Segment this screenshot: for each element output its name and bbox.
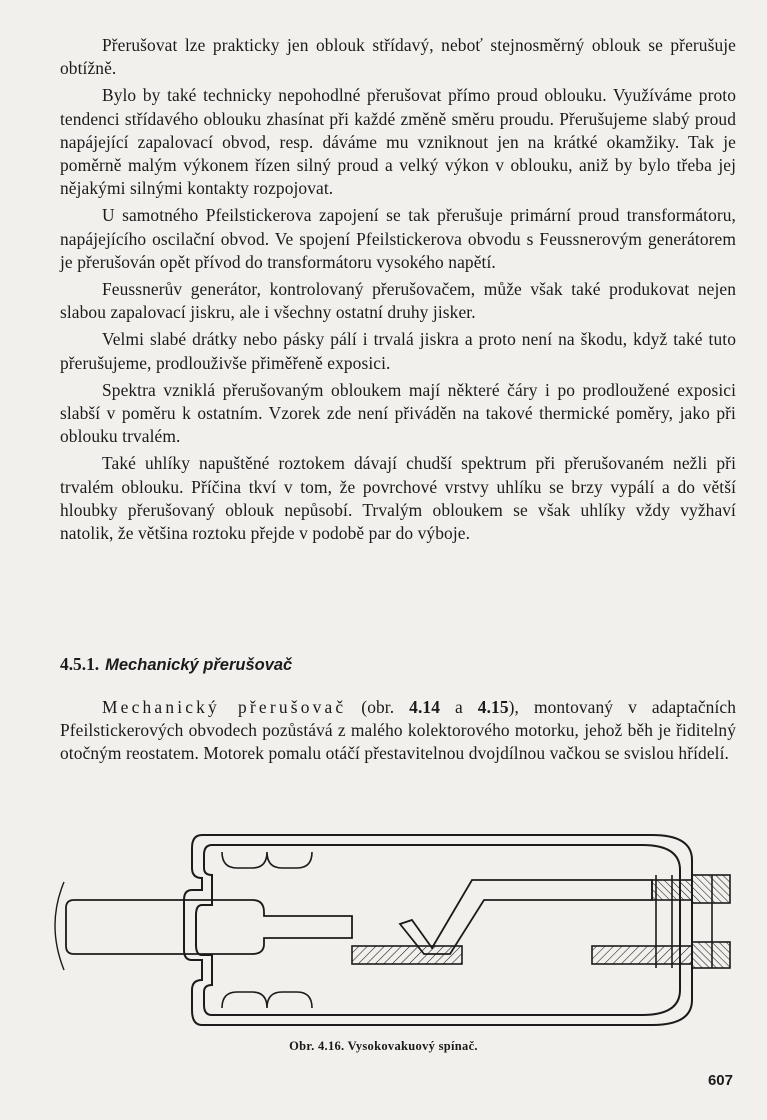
right-flange-lower (592, 946, 692, 964)
paragraph-7: Také uhlíky napuštěné roztokem dávají chudší spektrum při přerušovaném nežli při trvalém oblouku. Příčina tkví v tom, že povrchové vrstvy uhlíku se brzy vypálí a do větší hloubky přerušovaný oblouk nepůsobí. Trvalým obloukem se však uhlíky vždy vyžhaví natolik, že většina roztoku přejde v podobě par do výboje. (60, 453, 736, 544)
paragraph-4: Feussnerův generátor, kontrolovaný přerušovačem, může však také produkovat nejen slabou zapalovací jiskru, ale i všechny ostatní druhy jisker. (60, 279, 736, 323)
section-title: Mechanický přerušovač (105, 656, 293, 674)
figure-ref-1: 4.14 (409, 697, 440, 717)
paragraph-6: Spektra vzniklá přerušovaným obloukem mají některé čáry i po prodloužené exposici slabší v poměru k ostatním. Vzorek zde není přiváděn na takové thermické poměry, jako při oblouku trvalém. (60, 379, 736, 447)
paragraph-2: Bylo by také technicky nepohodlné přerušovat přímo proud oblouku. Využíváme proto tendenci střídavého oblouku zhasínat při každé změně směru proudu. Přerušujeme slabý proud napájející zapalovací obvod, resp. dáváme mu vzniknout jen na krátké okamžiky. Tak je poměrně malým výkonem řízen silný proud a velký výkon v oblouku, aniž by bylo třeba jej nějakými silnými kontakty rozpojovat. (60, 85, 736, 199)
main-text (60, 34, 736, 549)
paragraph-3: U samotného Pfeilstickerova zapojení se tak přerušuje primární proud transformátoru, napájejícího oscilační obvod. Ve spojení Pfeilstickerova obvodu s Feussnerovým generátorem je přerušován opět přívod do transformátoru vysokého napětí. (60, 205, 736, 272)
moving-rod (66, 900, 352, 954)
text-run: ), montovaný v adaptačních Pfeilstickerových obvodech pozůstává z malého kolektorového motorku, jehož běh je řiditelný otočným reostatem. Motorek pomalu otáčí přestavitelnou dvojdílnou vačkou se svislou hřídelí. (60, 697, 736, 764)
section-paragraph (60, 696, 736, 766)
left-arc (55, 882, 64, 970)
figure-caption: Obr. 4.16. Vysokovakuový spínač. (289, 1039, 478, 1053)
spaced-term: Mechanický přerušovač (102, 697, 347, 717)
paragraph-1: Přerušovat lze prakticky jen oblouk střídavý, neboť stejnosměrný oblouk se přerušuje obtížně. (60, 35, 736, 79)
bellows-inner (196, 845, 680, 1015)
paragraph-5: Velmi slabé drátky nebo pásky pálí i trvalá jiskra a proto není na škodu, když také tuto přerušujeme, prodlouživše přiměřeně exposici. (60, 329, 736, 373)
section-body (60, 696, 736, 770)
section-heading (60, 653, 736, 676)
left-contact-plate (352, 946, 462, 964)
right-collar-lower (692, 942, 730, 968)
figure-ref-2: 4.15 (477, 697, 509, 717)
bellows-outer (184, 835, 692, 1025)
page-number: 607 (707, 1072, 733, 1089)
right-collar-upper (692, 875, 730, 903)
contact-hook (400, 880, 652, 954)
bellows-convolutions (222, 852, 312, 1008)
text-run: a (440, 697, 478, 717)
text-run: (obr. (346, 697, 410, 717)
vacuum-switch-figure (52, 820, 742, 1030)
section-number: 4.5.1. (60, 654, 100, 674)
